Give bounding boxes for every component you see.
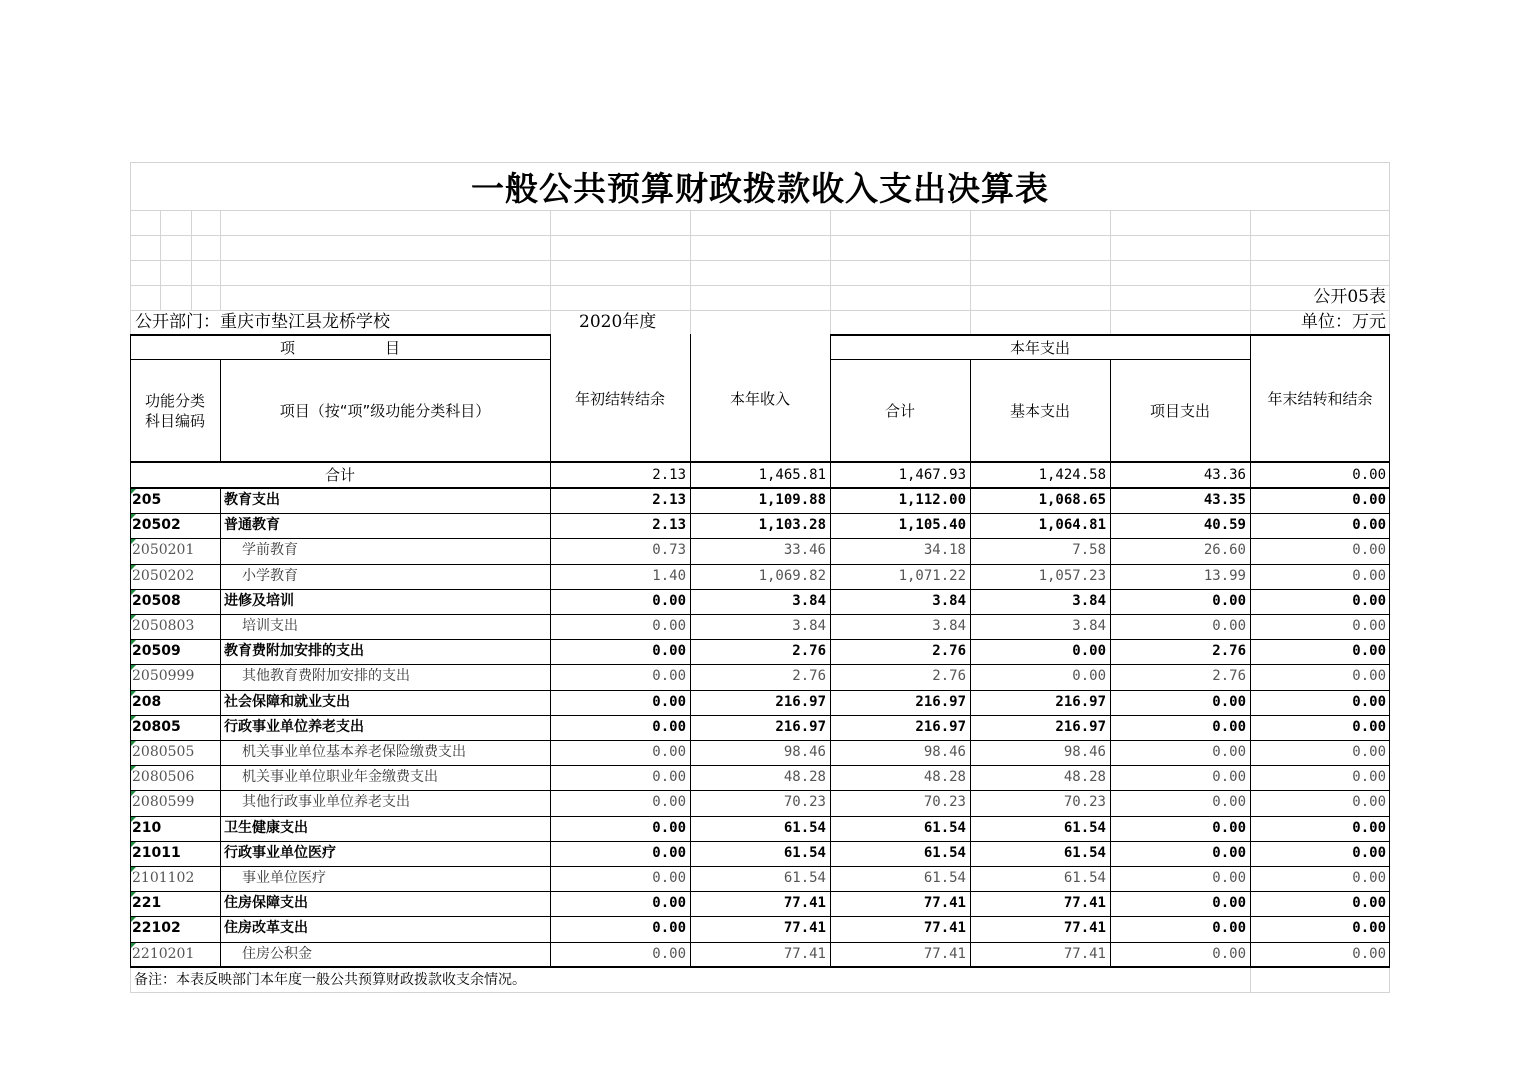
row-income: 216.97 <box>775 718 826 735</box>
row-income: 216.97 <box>775 693 826 710</box>
row-expenditure: 34.18 <box>923 542 966 559</box>
row-ending-balance: 0.00 <box>1352 870 1386 886</box>
row-code: 2210201 <box>132 945 195 962</box>
row-project: 0.00 <box>1212 870 1246 886</box>
row-name: 普通教育 <box>224 517 280 534</box>
row-ending-balance: 0.00 <box>1352 769 1386 786</box>
total-beginning-balance: 2.13 <box>652 467 686 483</box>
total-expenditure: 1,467.93 <box>898 467 966 483</box>
row-beginning-balance: 0.00 <box>652 592 686 609</box>
row-income: 48.28 <box>783 769 826 786</box>
row-code: 2080505 <box>132 744 195 760</box>
row-code: 20508 <box>132 592 181 609</box>
row-expenditure: 3.84 <box>932 592 966 609</box>
row-basic: 0.00 <box>1072 643 1106 660</box>
row-beginning-balance: 0.00 <box>652 618 686 634</box>
row-income: 1,103.28 <box>758 517 826 534</box>
table-row <box>130 942 1390 967</box>
row-ending-balance: 0.00 <box>1352 945 1386 962</box>
row-ending-balance: 0.00 <box>1352 844 1386 861</box>
row-code: 2050999 <box>132 668 195 685</box>
row-project: 0.00 <box>1212 945 1246 962</box>
row-name: 住房公积金 <box>242 945 312 962</box>
table-row <box>130 866 1390 891</box>
row-expenditure: 1,071.22 <box>898 567 966 584</box>
row-income: 1,109.88 <box>758 492 826 508</box>
row-ending-balance: 0.00 <box>1352 492 1386 508</box>
row-basic: 70.23 <box>1063 794 1106 811</box>
row-name: 机关事业单位基本养老保险缴费支出 <box>242 744 466 760</box>
row-ending-balance: 0.00 <box>1352 895 1386 912</box>
row-beginning-balance: 1.40 <box>652 567 686 584</box>
table-row <box>130 639 1390 664</box>
row-beginning-balance: 0.00 <box>652 643 686 660</box>
row-beginning-balance: 0.00 <box>652 844 686 861</box>
row-ending-balance: 0.00 <box>1352 718 1386 735</box>
row-project: 43.35 <box>1203 492 1246 508</box>
row-expenditure: 48.28 <box>923 769 966 786</box>
row-project: 0.00 <box>1212 819 1246 836</box>
row-income: 61.54 <box>783 844 826 861</box>
unit-label: 单位：万元 <box>1301 312 1386 332</box>
table-row <box>130 664 1390 689</box>
row-income: 33.46 <box>783 542 826 559</box>
header-code: 功能分类 科目编码 <box>144 392 205 430</box>
row-expenditure: 61.54 <box>923 819 966 836</box>
table-row <box>130 765 1390 790</box>
row-ending-balance: 0.00 <box>1352 618 1386 634</box>
row-income: 77.41 <box>783 895 826 912</box>
row-project: 0.00 <box>1212 592 1246 609</box>
header-item: 项 目 <box>279 338 400 357</box>
row-project: 0.00 <box>1212 718 1246 735</box>
department-name: 公开部门：重庆市垫江县龙桥学校 <box>135 312 390 332</box>
row-code: 20509 <box>132 643 181 660</box>
row-name: 培训支出 <box>242 618 298 634</box>
row-basic: 1,057.23 <box>1038 567 1106 584</box>
row-beginning-balance: 0.00 <box>652 693 686 710</box>
row-name: 行政事业单位养老支出 <box>224 718 364 735</box>
table-row <box>130 715 1390 740</box>
row-basic: 61.54 <box>1063 844 1106 861</box>
row-beginning-balance: 0.73 <box>652 542 686 559</box>
header-expenditure: 本年支出 <box>1009 338 1070 357</box>
header-name: 项目（按“项”级功能分类科目） <box>279 402 491 420</box>
row-project: 0.00 <box>1212 844 1246 861</box>
header-ending-balance: 年末结转和结余 <box>1267 389 1373 408</box>
row-expenditure: 61.54 <box>923 870 966 886</box>
form-number: 公开05表 <box>1313 287 1386 307</box>
header-income: 本年收入 <box>729 389 790 408</box>
table-row <box>130 538 1390 563</box>
row-basic: 216.97 <box>1055 693 1106 710</box>
total-row <box>130 463 1390 488</box>
row-expenditure: 70.23 <box>923 794 966 811</box>
row-code: 2080506 <box>132 769 195 786</box>
row-ending-balance: 0.00 <box>1352 693 1386 710</box>
row-project: 0.00 <box>1212 794 1246 811</box>
table-row <box>130 841 1390 866</box>
row-income: 61.54 <box>783 870 826 886</box>
row-expenditure: 2.76 <box>932 643 966 660</box>
row-project: 0.00 <box>1212 744 1246 760</box>
row-income: 2.76 <box>792 643 826 660</box>
row-ending-balance: 0.00 <box>1352 517 1386 534</box>
row-code: 20502 <box>132 517 181 534</box>
row-basic: 77.41 <box>1063 920 1106 937</box>
row-ending-balance: 0.00 <box>1352 819 1386 836</box>
total-basic: 1,424.58 <box>1038 467 1106 483</box>
row-beginning-balance: 0.00 <box>652 895 686 912</box>
table-row <box>130 589 1390 614</box>
row-expenditure: 77.41 <box>923 895 966 912</box>
row-ending-balance: 0.00 <box>1352 643 1386 660</box>
row-name: 教育费附加安排的支出 <box>224 643 364 660</box>
row-expenditure: 1,105.40 <box>898 517 966 534</box>
row-name: 其他教育费附加安排的支出 <box>242 668 410 685</box>
row-expenditure: 77.41 <box>923 920 966 937</box>
row-income: 3.84 <box>792 592 826 609</box>
row-project: 0.00 <box>1212 618 1246 634</box>
total-label: 合计 <box>324 466 355 484</box>
row-ending-balance: 0.00 <box>1352 794 1386 811</box>
report-title: 一般公共预算财政拨款收入支出决算表 <box>471 168 1049 208</box>
row-beginning-balance: 0.00 <box>652 945 686 962</box>
row-name: 机关事业单位职业年金缴费支出 <box>242 769 438 786</box>
row-project: 2.76 <box>1212 668 1246 685</box>
row-name: 进修及培训 <box>224 592 294 609</box>
table-row <box>130 513 1390 538</box>
row-code: 21011 <box>132 844 181 861</box>
row-ending-balance: 0.00 <box>1352 592 1386 609</box>
row-income: 70.23 <box>783 794 826 811</box>
table-row <box>130 816 1390 841</box>
row-project: 0.00 <box>1212 920 1246 937</box>
row-expenditure: 2.76 <box>932 668 966 685</box>
table-row <box>130 564 1390 589</box>
total-project: 43.36 <box>1203 467 1246 483</box>
row-basic: 3.84 <box>1072 618 1106 634</box>
row-basic: 61.54 <box>1063 870 1106 886</box>
row-expenditure: 77.41 <box>923 945 966 962</box>
row-code: 2080599 <box>132 794 195 811</box>
row-project: 0.00 <box>1212 895 1246 912</box>
row-name: 事业单位医疗 <box>242 870 326 886</box>
row-income: 98.46 <box>783 744 826 760</box>
table-row <box>130 488 1390 513</box>
row-ending-balance: 0.00 <box>1352 668 1386 685</box>
row-project: 40.59 <box>1203 517 1246 534</box>
row-income: 3.84 <box>792 618 826 634</box>
table-row <box>130 790 1390 815</box>
row-name: 社会保障和就业支出 <box>224 693 350 710</box>
row-project: 2.76 <box>1212 643 1246 660</box>
row-expenditure: 216.97 <box>915 693 966 710</box>
row-basic: 61.54 <box>1063 819 1106 836</box>
row-income: 77.41 <box>783 920 826 937</box>
row-basic: 0.00 <box>1072 668 1106 685</box>
row-beginning-balance: 0.00 <box>652 769 686 786</box>
row-code: 221 <box>132 895 162 912</box>
row-name: 住房保障支出 <box>224 895 308 912</box>
row-expenditure: 216.97 <box>915 718 966 735</box>
header-beginning-balance: 年初结转结余 <box>574 389 665 408</box>
header-total: 合计 <box>884 402 915 420</box>
row-code: 2101102 <box>132 870 195 886</box>
row-beginning-balance: 2.13 <box>652 492 686 508</box>
row-beginning-balance: 0.00 <box>652 920 686 937</box>
row-beginning-balance: 2.13 <box>652 517 686 534</box>
row-income: 61.54 <box>783 819 826 836</box>
header-project: 项目支出 <box>1149 402 1210 420</box>
row-basic: 1,064.81 <box>1038 517 1106 534</box>
row-basic: 3.84 <box>1072 592 1106 609</box>
row-project: 13.99 <box>1203 567 1246 584</box>
row-ending-balance: 0.00 <box>1352 920 1386 937</box>
row-code: 210 <box>132 819 162 836</box>
row-income: 77.41 <box>783 945 826 962</box>
row-ending-balance: 0.00 <box>1352 542 1386 559</box>
table-row <box>130 614 1390 639</box>
row-basic: 48.28 <box>1063 769 1106 786</box>
row-name: 小学教育 <box>242 567 298 584</box>
row-beginning-balance: 0.00 <box>652 819 686 836</box>
row-code: 2050803 <box>132 618 195 634</box>
row-basic: 216.97 <box>1055 718 1106 735</box>
total-ending-balance: 0.00 <box>1352 467 1386 483</box>
row-beginning-balance: 0.00 <box>652 718 686 735</box>
row-expenditure: 98.46 <box>923 744 966 760</box>
table-row <box>130 916 1390 941</box>
row-beginning-balance: 0.00 <box>652 794 686 811</box>
row-code: 205 <box>132 492 162 508</box>
row-basic: 7.58 <box>1072 542 1106 559</box>
footnote: 备注：本表反映部门本年度一般公共预算财政拨款收支余情况。 <box>134 972 526 988</box>
row-basic: 77.41 <box>1063 945 1106 962</box>
row-project: 0.00 <box>1212 769 1246 786</box>
row-code: 22102 <box>132 920 181 937</box>
row-name: 卫生健康支出 <box>224 819 308 836</box>
budget-sheet <box>130 162 1390 993</box>
row-beginning-balance: 0.00 <box>652 870 686 886</box>
row-beginning-balance: 0.00 <box>652 668 686 685</box>
row-income: 2.76 <box>792 668 826 685</box>
row-beginning-balance: 0.00 <box>652 744 686 760</box>
row-name: 住房改革支出 <box>224 920 308 937</box>
row-code: 2050201 <box>132 542 195 559</box>
row-project: 26.60 <box>1203 542 1246 559</box>
row-code: 20805 <box>132 718 181 735</box>
row-name: 教育支出 <box>224 492 280 508</box>
row-basic: 1,068.65 <box>1038 492 1106 508</box>
table-row <box>130 740 1390 765</box>
total-income: 1,465.81 <box>758 467 826 483</box>
row-expenditure: 3.84 <box>932 618 966 634</box>
row-name: 学前教育 <box>242 542 298 559</box>
row-ending-balance: 0.00 <box>1352 744 1386 760</box>
row-code: 2050202 <box>132 567 195 584</box>
row-ending-balance: 0.00 <box>1352 567 1386 584</box>
row-basic: 98.46 <box>1063 744 1106 760</box>
row-code: 208 <box>132 693 162 710</box>
row-name: 行政事业单位医疗 <box>224 844 336 861</box>
row-expenditure: 1,112.00 <box>898 492 966 508</box>
row-basic: 77.41 <box>1063 895 1106 912</box>
row-name: 其他行政事业单位养老支出 <box>242 794 410 811</box>
row-income: 1,069.82 <box>758 567 826 584</box>
table-row <box>130 690 1390 715</box>
header-basic: 基本支出 <box>1009 402 1070 420</box>
row-project: 0.00 <box>1212 693 1246 710</box>
report-year: 2020年度 <box>579 312 657 332</box>
table-row <box>130 891 1390 916</box>
row-expenditure: 61.54 <box>923 844 966 861</box>
